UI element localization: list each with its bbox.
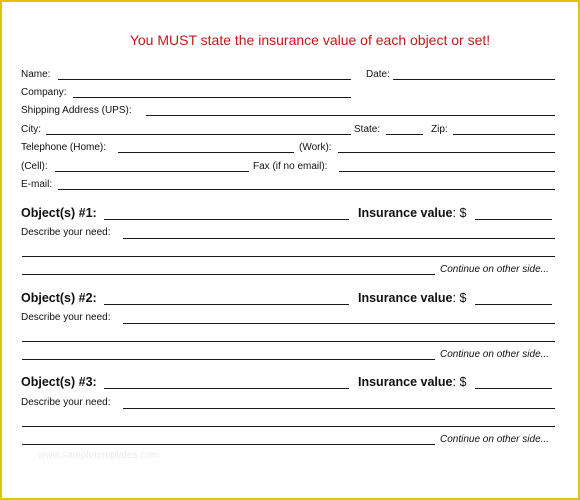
- city-label: City:: [21, 124, 41, 135]
- city-field[interactable]: [46, 134, 351, 135]
- email-label: E-mail:: [21, 179, 53, 190]
- fax-field[interactable]: [339, 171, 555, 172]
- object-2-field[interactable]: [104, 304, 349, 305]
- object-2-label: Object(s) #2:: [21, 291, 97, 305]
- zip-field[interactable]: [453, 134, 555, 135]
- describe-need-2-line-3[interactable]: [22, 359, 435, 360]
- describe-need-3-label: Describe your need:: [21, 397, 111, 408]
- continue-note-3: Continue on other side...: [440, 434, 549, 445]
- cell-label: (Cell):: [21, 161, 48, 172]
- insurance-value-1-field[interactable]: [475, 219, 552, 220]
- state-label: State:: [354, 124, 381, 135]
- work-phone-field[interactable]: [338, 152, 555, 153]
- zip-label: Zip:: [431, 124, 448, 135]
- describe-need-1-line-2[interactable]: [22, 256, 555, 257]
- insurance-value-3-label: Insurance value: $: [358, 375, 467, 389]
- telephone-home-field[interactable]: [118, 152, 294, 153]
- work-phone-label: (Work):: [299, 142, 332, 153]
- state-field[interactable]: [386, 134, 423, 135]
- email-field[interactable]: [58, 189, 555, 190]
- shipping-address-field[interactable]: [146, 115, 555, 116]
- describe-need-1-line-1[interactable]: [123, 238, 555, 239]
- describe-need-2-line-2[interactable]: [22, 341, 555, 342]
- object-1-label: Object(s) #1:: [21, 206, 97, 220]
- watermark: www.sampletemplates.com: [38, 450, 160, 461]
- describe-need-3-line-3[interactable]: [22, 444, 435, 445]
- object-3-label: Object(s) #3:: [21, 375, 97, 389]
- object-3-field[interactable]: [104, 388, 349, 389]
- name-field[interactable]: [58, 79, 351, 80]
- name-label: Name:: [21, 69, 51, 80]
- describe-need-1-label: Describe your need:: [21, 227, 111, 238]
- insurance-notice: You MUST state the insurance value of each object or set!: [129, 32, 491, 48]
- insurance-value-1-label: Insurance value: $: [358, 206, 467, 220]
- object-1-field[interactable]: [104, 219, 349, 220]
- date-field[interactable]: [393, 79, 555, 80]
- telephone-home-label: Telephone (Home):: [21, 142, 107, 153]
- company-field[interactable]: [73, 97, 351, 98]
- insurance-value-3-field[interactable]: [475, 388, 552, 389]
- continue-note-2: Continue on other side...: [440, 349, 549, 360]
- continue-note-1: Continue on other side...: [440, 264, 549, 275]
- date-label: Date:: [366, 69, 390, 80]
- describe-need-2-label: Describe your need:: [21, 312, 111, 323]
- describe-need-1-line-3[interactable]: [22, 274, 435, 275]
- describe-need-3-line-1[interactable]: [123, 408, 555, 409]
- company-label: Company:: [21, 87, 67, 98]
- shipping-address-label: Shipping Address (UPS):: [21, 105, 132, 116]
- cell-field[interactable]: [55, 171, 249, 172]
- describe-need-3-line-2[interactable]: [22, 426, 555, 427]
- fax-label: Fax (if no email):: [253, 161, 328, 172]
- insurance-value-2-field[interactable]: [475, 304, 552, 305]
- insurance-value-2-label: Insurance value: $: [358, 291, 467, 305]
- describe-need-2-line-1[interactable]: [123, 323, 555, 324]
